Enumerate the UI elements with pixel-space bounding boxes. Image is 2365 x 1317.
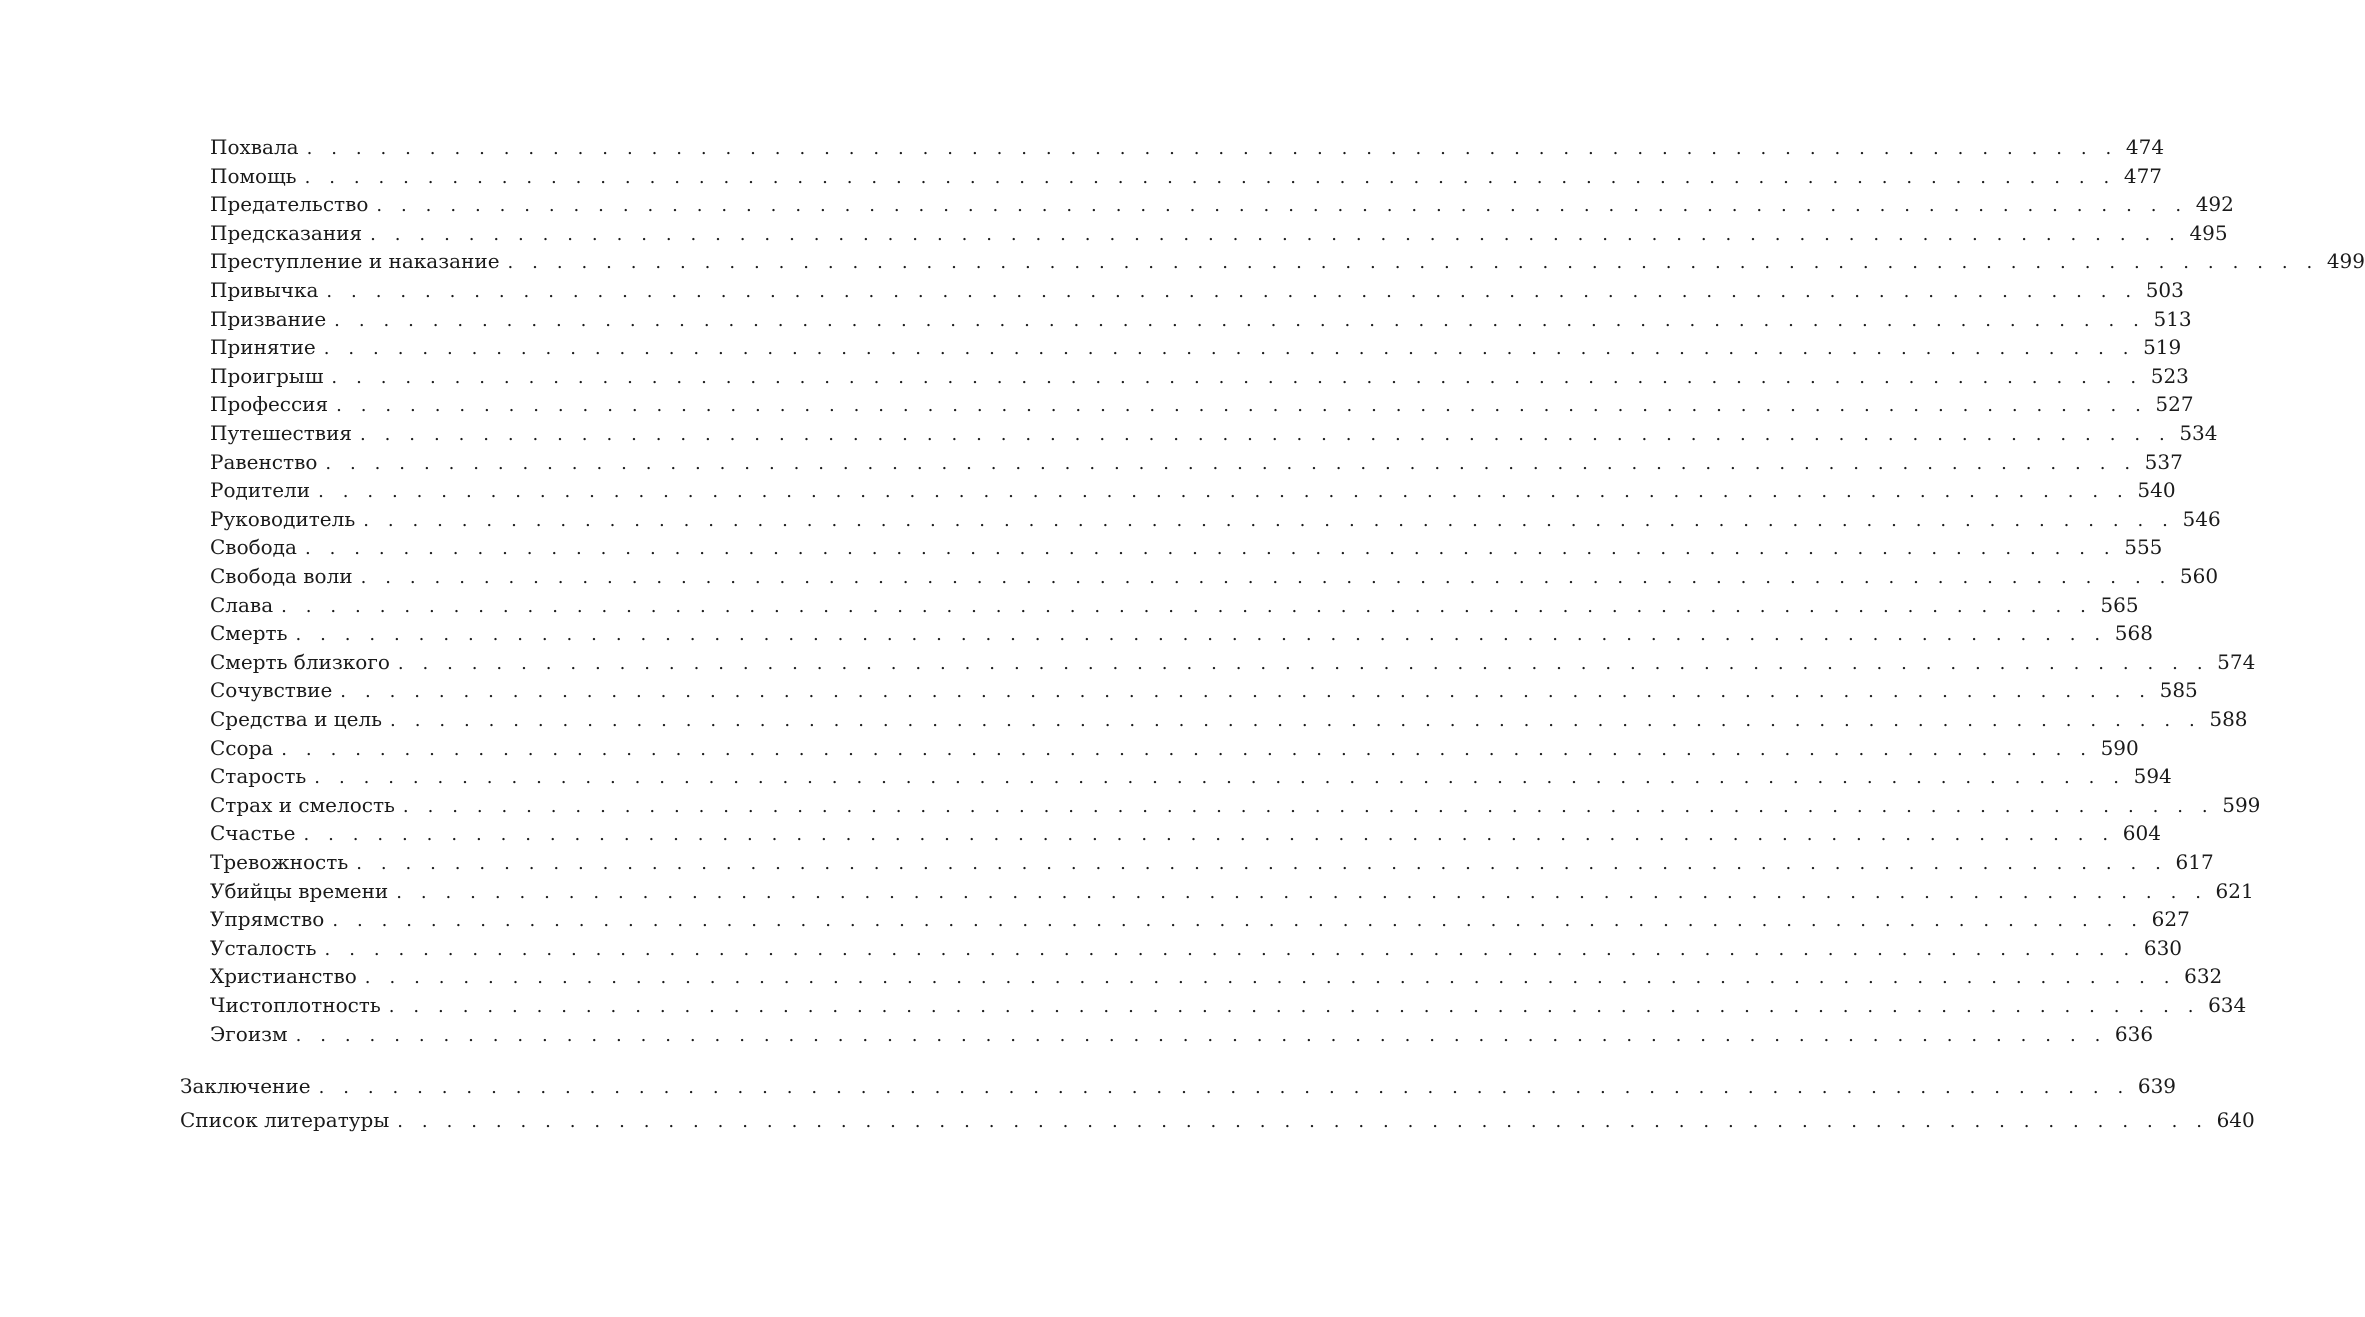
toc-page-number: 527 <box>2155 392 2194 416</box>
toc-dot-leader: . . . . . . . . . . . . . . . . . . . . . . . . . . . . . . . . . . . . . . . . . . . . . . . . . . . . . . . . . . . . . . . . . . . . . . . . . . <box>324 939 2136 960</box>
toc-entry <box>210 734 2139 762</box>
toc-page-number: 632 <box>2184 964 2223 988</box>
toc-page-number: 639 <box>2137 1074 2177 1098</box>
toc-entry-title: Средства и цель <box>210 707 383 731</box>
toc-page-number: 560 <box>2179 564 2219 588</box>
toc-entry-title: Помощь <box>210 164 297 188</box>
toc-dot-leader: . . . . . . . . . . . . . . . . . . . . . . . . . . . . . . . . . . . . . . . . . . . . . . . . . . . . . . . . . . . . . . . . . . . . . . . . . . <box>390 710 2202 731</box>
toc-entry <box>210 877 2254 905</box>
toc-page-number: 617 <box>2175 850 2214 874</box>
toc-entry <box>210 991 2247 1019</box>
toc-entry-title: Список литературы <box>180 1108 390 1132</box>
toc-dot-leader: . . . . . . . . . . . . . . . . . . . . . . . . . . . . . . . . . . . . . . . . . . . . . . . . . . . . . . . . . . . . . . . . . . . . . . . . . . <box>318 481 2130 502</box>
toc-dot-leader: . . . . . . . . . . . . . . . . . . . . . . . . . . . . . . . . . . . . . . . . . . . . . . . . . . . . . . . . . . . . . . . . . . . . . . . . . . <box>325 453 2137 474</box>
toc-entry <box>210 819 2161 847</box>
toc-dot-leader: . . . . . . . . . . . . . . . . . . . . . . . . . . . . . . . . . . . . . . . . . . . . . . . . . . . . . . . . . . . . . . . . . . . . . . . . . . <box>304 167 2116 188</box>
toc-entry-title: Эгоизм <box>210 1022 288 1046</box>
toc-dot-leader: . . . . . . . . . . . . . . . . . . . . . . . . . . . . . . . . . . . . . . . . . . . . . . . . . . . . . . . . . . . . . . . . . . . . . . . . . . <box>306 138 2118 159</box>
toc-dot-leader: . . . . . . . . . . . . . . . . . . . . . . . . . . . . . . . . . . . . . . . . . . . . . . . . . . . . . . . . . . . . . . . . . . . . . . . . . . <box>364 967 2177 988</box>
toc-page-number: 627 <box>2151 907 2190 931</box>
toc-entry-title: Свобода воли <box>210 564 353 588</box>
toc-entry-title: Профессия <box>210 392 329 416</box>
toc-page-number: 495 <box>2189 221 2228 245</box>
toc-entry-title: Принятие <box>210 335 316 359</box>
toc-dot-leader: . . . . . . . . . . . . . . . . . . . . . . . . . . . . . . . . . . . . . . . . . . . . . . . . . . . . . . . . . . . . . . . . . . . . . . . . . . <box>360 567 2172 588</box>
toc-entry-title: Похвала <box>210 135 299 159</box>
toc-entry <box>210 162 2163 190</box>
toc-page-number: 565 <box>2100 593 2139 617</box>
toc-dot-leader: . . . . . . . . . . . . . . . . . . . . . . . . . . . . . . . . . . . . . . . . . . . . . . . . . . . . . . . . . . . . . . . . . . . . . . . . . . <box>281 596 2093 617</box>
toc-entry-title: Родители <box>210 478 311 502</box>
toc-entry <box>210 762 2172 790</box>
toc-dot-leader: . . . . . . . . . . . . . . . . . . . . . . . . . . . . . . . . . . . . . . . . . . . . . . . . . . . . . . . . . . . . . . . . . . . . . . . . . . <box>314 767 2126 788</box>
toc-dot-leader: . . . . . . . . . . . . . . . . . . . . . . . . . . . . . . . . . . . . . . . . . . . . . . . . . . . . . . . . . . . . . . . . . . . . . . . . . . <box>304 538 2117 559</box>
toc-entry-title: Счастье <box>210 821 296 845</box>
toc-entry <box>210 705 2248 733</box>
toc-entry-title: Христианство <box>210 964 357 988</box>
toc-entry <box>210 962 2223 990</box>
toc-page-number: 636 <box>2114 1022 2154 1046</box>
toc-entry-title: Тревожность <box>210 850 349 874</box>
toc-page-number: 537 <box>2144 450 2183 474</box>
toc-dot-leader: . . . . . . . . . . . . . . . . . . . . . . . . . . . . . . . . . . . . . . . . . . . . . . . . . . . . . . . . . . . . . . . . . . . . . . . . . . <box>331 367 2143 388</box>
toc-page-number: 492 <box>2195 192 2234 216</box>
toc-entry <box>210 562 2219 590</box>
toc-dot-leader: . . . . . . . . . . . . . . . . . . . . . . . . . . . . . . . . . . . . . . . . . . . . . . . . . . . . . . . . . . . . . . . . . . . . . . . . . . <box>507 252 2319 273</box>
toc-entry-title: Руководитель <box>210 507 356 531</box>
toc-entry-title: Проигрыш <box>210 364 324 388</box>
toc-entry-title: Предсказания <box>210 221 363 245</box>
toc-dot-leader: . . . . . . . . . . . . . . . . . . . . . . . . . . . . . . . . . . . . . . . . . . . . . . . . . . . . . . . . . . . . . . . . . . . . . . . . . . <box>295 624 2107 645</box>
toc-page-number: 604 <box>2122 821 2161 845</box>
toc-page-number: 630 <box>2143 936 2183 960</box>
toc-dot-leader: . . . . . . . . . . . . . . . . . . . . . . . . . . . . . . . . . . . . . . . . . . . . . . . . . . . . . . . . . . . . . . . . . . . . . . . . . . <box>323 338 2136 359</box>
toc-entry <box>210 419 2218 447</box>
toc-page-number: 546 <box>2182 507 2221 531</box>
toc-page-number: 499 <box>2326 249 2365 273</box>
toc-entry <box>210 848 2214 876</box>
toc-entry-title: Слава <box>210 593 274 617</box>
toc-page-number: 513 <box>2153 307 2192 331</box>
toc-entry <box>210 533 2163 561</box>
toc-entry <box>210 276 2184 304</box>
toc-dot-leader: . . . . . . . . . . . . . . . . . . . . . . . . . . . . . . . . . . . . . . . . . . . . . . . . . . . . . . . . . . . . . . . . . . . . . . . . . . <box>363 510 2175 531</box>
toc-entry <box>210 905 2190 933</box>
toc-dot-leader: . . . . . . . . . . . . . . . . . . . . . . . . . . . . . . . . . . . . . . . . . . . . . . . . . . . . . . . . . . . . . . . . . . . . . . . . . . <box>340 681 2152 702</box>
toc-page-number: 640 <box>2216 1108 2255 1132</box>
toc-entry-title: Ссора <box>210 736 274 760</box>
toc-dot-leader: . . . . . . . . . . . . . . . . . . . . . . . . . . . . . . . . . . . . . . . . . . . . . . . . . . . . . . . . . . . . . . . . . . . . . . . . . . <box>376 195 2188 216</box>
toc-dot-leader: . . . . . . . . . . . . . . . . . . . . . . . . . . . . . . . . . . . . . . . . . . . . . . . . . . . . . . . . . . . . . . . . . . . . . . . . . . <box>356 853 2168 874</box>
toc-entry <box>210 390 2194 418</box>
toc-dot-leader: . . . . . . . . . . . . . . . . . . . . . . . . . . . . . . . . . . . . . . . . . . . . . . . . . . . . . . . . . . . . . . . . . . . . . . . . . . <box>360 424 2172 445</box>
toc-dot-leader: . . . . . . . . . . . . . . . . . . . . . . . . . . . . . . . . . . . . . . . . . . . . . . . . . . . . . . . . . . . . . . . . . . . . . . . . . . <box>388 996 2201 1017</box>
toc-entry-title: Привычка <box>210 278 319 302</box>
toc-entry <box>210 362 2189 390</box>
toc-entry <box>210 219 2228 247</box>
toc-dot-leader: . . . . . . . . . . . . . . . . . . . . . . . . . . . . . . . . . . . . . . . . . . . . . . . . . . . . . . . . . . . . . . . . . . . . . . . . . . <box>334 310 2146 331</box>
toc-entry <box>210 676 2198 704</box>
toc-entry <box>210 190 2234 218</box>
toc-entry <box>210 619 2153 647</box>
toc-dot-leader: . . . . . . . . . . . . . . . . . . . . . . . . . . . . . . . . . . . . . . . . . . . . . . . . . . . . . . . . . . . . . . . . . . . . . . . . . . <box>303 824 2115 845</box>
toc-entry-title: Преступление и наказание <box>210 249 500 273</box>
toc-dot-leader: . . . . . . . . . . . . . . . . . . . . . . . . . . . . . . . . . . . . . . . . . . . . . . . . . . . . . . . . . . . . . . . . . . . . . . . . . . <box>397 653 2210 674</box>
toc-page-number: 594 <box>2133 764 2172 788</box>
toc-entry <box>210 505 2221 533</box>
toc-entry <box>210 591 2139 619</box>
toc-entry-title: Сочувствие <box>210 678 333 702</box>
toc-dot-leader: . . . . . . . . . . . . . . . . . . . . . . . . . . . . . . . . . . . . . . . . . . . . . . . . . . . . . . . . . . . . . . . . . . . . . . . . . . <box>336 395 2148 416</box>
toc-dot-leader: . . . . . . . . . . . . . . . . . . . . . . . . . . . . . . . . . . . . . . . . . . . . . . . . . . . . . . . . . . . . . . . . . . . . . . . . . . <box>396 882 2208 903</box>
toc-entry-title: Старость <box>210 764 307 788</box>
toc-entry-title: Свобода <box>210 535 297 559</box>
toc-page-number: 523 <box>2150 364 2189 388</box>
toc-entry-title: Предательство <box>210 192 369 216</box>
toc-page-number: 477 <box>2123 164 2163 188</box>
toc-entry <box>210 934 2183 962</box>
toc-entry <box>210 133 2165 161</box>
toc-dot-leader: . . . . . . . . . . . . . . . . . . . . . . . . . . . . . . . . . . . . . . . . . . . . . . . . . . . . . . . . . . . . . . . . . . . . . . . . . . <box>370 224 2182 245</box>
toc-entry <box>210 333 2182 361</box>
toc-page-number: 588 <box>2209 707 2248 731</box>
toc-dot-leader: . . . . . . . . . . . . . . . . . . . . . . . . . . . . . . . . . . . . . . . . . . . . . . . . . . . . . . . . . . . . . . . . . . . . . . . . . . <box>332 910 2144 931</box>
toc-entry-title: Убийцы времени <box>210 879 389 903</box>
toc-entry <box>210 448 2183 476</box>
toc-dot-leader: . . . . . . . . . . . . . . . . . . . . . . . . . . . . . . . . . . . . . . . . . . . . . . . . . . . . . . . . . . . . . . . . . . . . . . . . . . <box>397 1111 2209 1132</box>
toc-page-number: 519 <box>2143 335 2182 359</box>
toc-entry <box>210 648 2256 676</box>
toc-page-number: 585 <box>2159 678 2198 702</box>
toc-entry-title: Равенство <box>210 450 318 474</box>
toc-dot-leader: . . . . . . . . . . . . . . . . . . . . . . . . . . . . . . . . . . . . . . . . . . . . . . . . . . . . . . . . . . . . . . . . . . . . . . . . . . <box>281 739 2093 760</box>
toc-entry-title: Заключение <box>180 1074 311 1098</box>
toc-entry-title: Путешествия <box>210 421 353 445</box>
toc-page-number: 599 <box>2222 793 2261 817</box>
toc-page-number: 568 <box>2114 621 2153 645</box>
toc-dot-leader: . . . . . . . . . . . . . . . . . . . . . . . . . . . . . . . . . . . . . . . . . . . . . . . . . . . . . . . . . . . . . . . . . . . . . . . . . . <box>295 1025 2107 1046</box>
toc-entry-title: Усталость <box>210 936 317 960</box>
toc-entry-title: Упрямство <box>210 907 325 931</box>
toc-entry-title: Смерть близкого <box>210 650 390 674</box>
toc-entry-title: Страх и смелость <box>210 793 395 817</box>
toc-page-number: 540 <box>2137 478 2176 502</box>
toc-section-entry <box>180 1072 2177 1100</box>
toc-dot-leader: . . . . . . . . . . . . . . . . . . . . . . . . . . . . . . . . . . . . . . . . . . . . . . . . . . . . . . . . . . . . . . . . . . . . . . . . . . <box>318 1077 2130 1098</box>
toc-entry <box>210 305 2192 333</box>
toc-page-number: 634 <box>2208 993 2247 1017</box>
toc-page-number: 555 <box>2124 535 2163 559</box>
toc-dot-leader: . . . . . . . . . . . . . . . . . . . . . . . . . . . . . . . . . . . . . . . . . . . . . . . . . . . . . . . . . . . . . . . . . . . . . . . . . . <box>326 281 2138 302</box>
toc-page-number: 534 <box>2179 421 2218 445</box>
toc-entry <box>210 791 2261 819</box>
toc-entry-title: Смерть <box>210 621 288 645</box>
toc-entry <box>210 476 2176 504</box>
toc-page-number: 474 <box>2125 135 2165 159</box>
toc-page-number: 621 <box>2215 879 2254 903</box>
toc-page-number: 503 <box>2145 278 2184 302</box>
toc-entry <box>210 1020 2154 1048</box>
toc-dot-leader: . . . . . . . . . . . . . . . . . . . . . . . . . . . . . . . . . . . . . . . . . . . . . . . . . . . . . . . . . . . . . . . . . . . . . . . . . . <box>402 796 2215 817</box>
toc-page-number: 590 <box>2100 736 2139 760</box>
toc-entry-title: Чистоплотность <box>210 993 381 1017</box>
toc-entry <box>210 247 2365 275</box>
toc-page-number: 574 <box>2217 650 2256 674</box>
toc-section-entry <box>180 1106 2255 1134</box>
toc-entry-title: Призвание <box>210 307 327 331</box>
